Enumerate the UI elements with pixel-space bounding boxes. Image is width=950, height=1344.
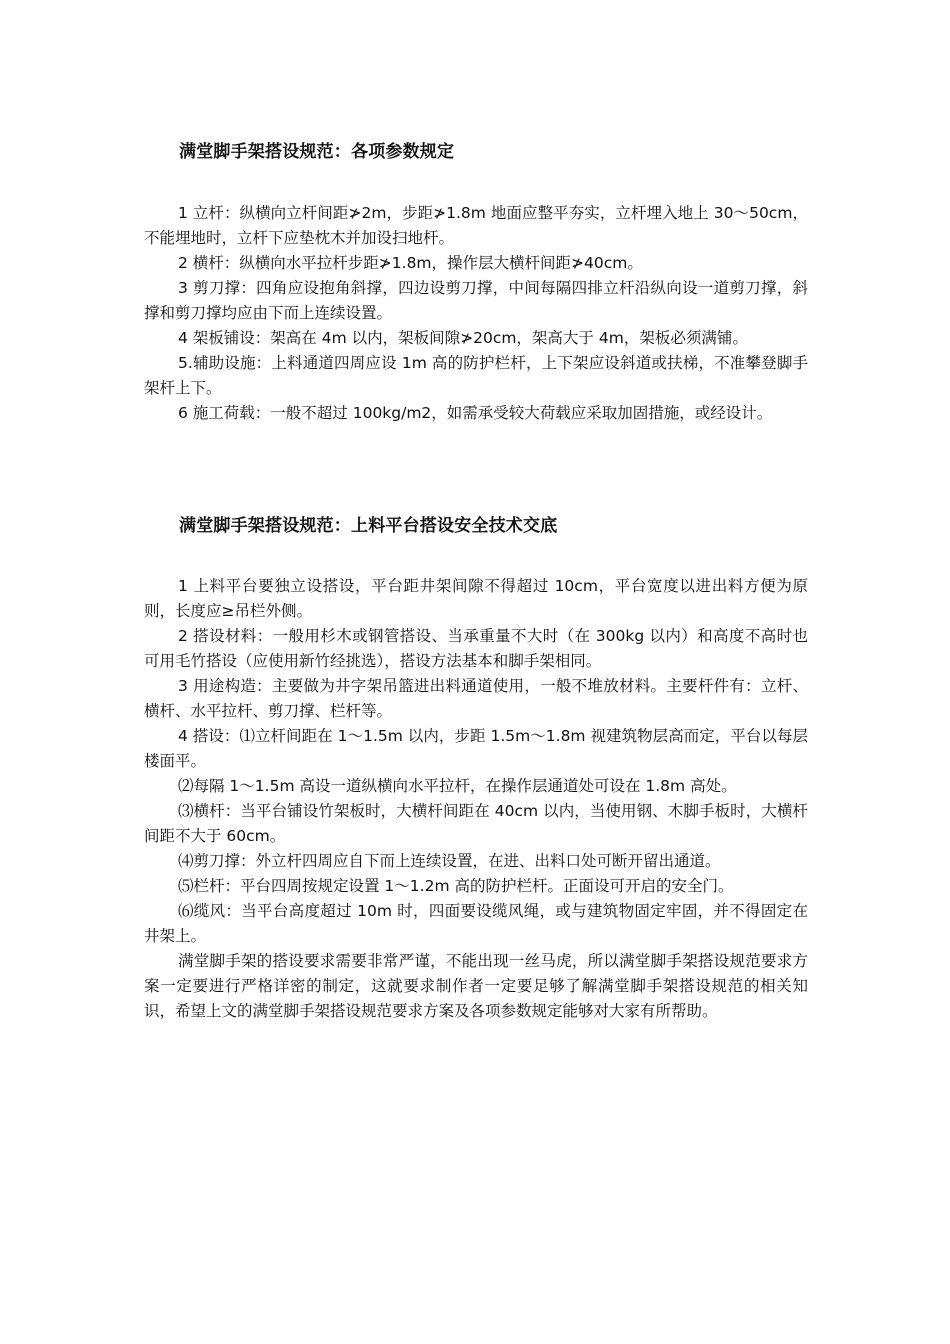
paragraph-guy-rope: ⑹缆风：当平台高度超过 10m 时，四面要设缆风绳，或与建筑物固定牢固，并不得固定在井架上。 (144, 902, 808, 945)
paragraph-scissor-brace-platform: ⑷剪刀撑：外立杆四周应自下而上连续设置，在进、出料口处可断开留出通道。 (178, 852, 721, 870)
section-body-loading-platform (144, 574, 808, 1024)
section-heading-loading-platform: 满堂脚手架搭设规范：上料平台搭设安全技术交底 (179, 516, 558, 536)
paragraph-horizontal-ties: ⑵每隔 1～1.5m 高设一道纵横向水平拉杆，在操作层通道处可设在 1.8m 高处。 (178, 777, 737, 795)
section-heading-parameters: 满堂脚手架搭设规范：各项参数规定 (179, 142, 455, 162)
paragraph-cross-bar: 2 横杆：纵横向水平拉杆步距≯1.8m，操作层大横杆间距≯40cm。 (178, 254, 643, 272)
paragraph-platform-independent: 1 上料平台要独立设搭设，平台距井架间隙不得超过 10cm，平台宽度以进出料方便为原则，长度应≥吊栏外侧。 (144, 577, 808, 620)
paragraph-materials: 2 搭设材料：一般用杉木或钢管搭设、当承重量不大时（在 300kg 以内）和高度不高时也可用毛竹搭设（应使用新竹经挑选），搭设方法基本和脚手架相同。 (144, 627, 808, 670)
paragraph-purpose-structure: 3 用途构造：主要做为井字架吊篮进出料通道使用，一般不堆放材料。主要杆件有：立杆、横杆、水平拉杆、剪刀撑、栏杆等。 (144, 677, 808, 720)
paragraph-railing: ⑸栏杆：平台四周按规定设置 1～1.2m 高的防护栏杆。正面设可开启的安全门。 (178, 877, 734, 895)
paragraph-auxiliary-facilities: 5.辅助设施：上料通道四周应设 1m 高的防护栏杆，上下架应设斜道或扶梯，不准攀登脚手架杆上下。 (144, 354, 808, 397)
paragraph-scissor-brace: 3 剪刀撑：四角应设抱角斜撑，四边设剪刀撑，中间每隔四排立杆沿纵向设一道剪刀撑，斜撑和剪刀撑均应由下而上连续设置。 (144, 279, 808, 322)
paragraph-construction-load: 6 施工荷载：一般不超过 100kg/m2，如需承受较大荷载应采取加固措施，或经设计。 (178, 404, 773, 422)
paragraph-board-laying: 4 架板铺设：架高在 4m 以内，架板间隙≯20cm，架高大于 4m，架板必须满铺。 (178, 329, 748, 347)
paragraph-upright-pole: 1 立杆：纵横向立杆间距≯2m，步距≯1.8m 地面应整平夯实，立杆埋入地上 30～50cm，不能埋地时，立杆下应垫枕木并加设扫地杆。 (144, 204, 808, 247)
paragraph-erection: 4 搭设：⑴立杆间距在 1～1.5m 以内，步距 1.5m～1.8m 视建筑物层高而定，平台以每层楼面平。 (144, 727, 808, 770)
paragraph-conclusion: 满堂脚手架的搭设要求需要非常严谨，不能出现一丝马虎，所以满堂脚手架搭设规范要求方案一定要进行严格详密的制定，这就要求制作者一定要足够了解满堂脚手架搭设规范的相关知识，希望上文的满堂脚手架搭设规范要求方案及各项参数规定能够对大家有所帮助。 (144, 952, 808, 1020)
section-body-parameters (144, 201, 808, 426)
paragraph-cross-bars: ⑶横杆：当平台铺设竹架板时，大横杆间距在 40cm 以内，当使用钢、木脚手板时，大横杆间距不大于 60cm。 (144, 802, 808, 845)
